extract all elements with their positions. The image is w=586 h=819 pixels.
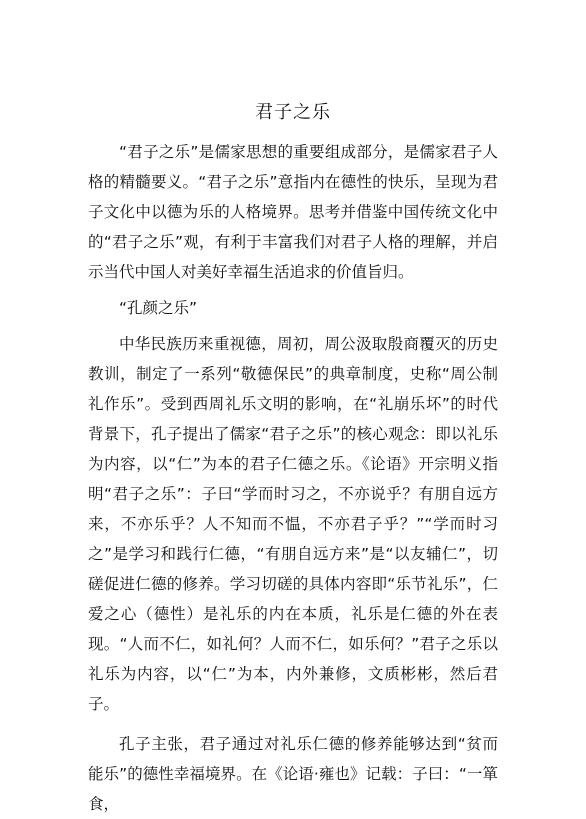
paragraph-history: 中华民族历来重视德，周初，周公汲取殷商覆灭的历史教训，制定了一系列“敬德保民”的典章制度，史称“周公制礼作乐”。受到西周礼乐文明的影响，在“礼崩乐坏”的时代背景下，孔子提出了儒家“君子之乐”的核心观念：即以礼乐为内容，以“仁”为本的君子仁德之乐。《论语》开宗明义指明“君子之乐”：子曰“学而时习之，不亦说乎？有朋自远方来，不亦乐乎？人不知而不愠，不亦君子乎？”“学而时习之”是学习和践行仁德，“有朋自远方来”是“以友辅仁”，切磋促进仁德的修养。学习切磋的具体内容即“乐节礼乐”，仁爱之心（德性）是礼乐的内在本质，礼乐是仁德的外在表现。“人而不仁，如礼何？人而不仁，如乐何？”君子之乐以礼乐为内容，以“仁”为本，内外兼修，文质彬彬，然后君子。 bbox=[88, 335, 498, 713]
document-title: 君子之乐 bbox=[255, 102, 331, 123]
paragraph-intro: “君子之乐”是儒家思想的重要组成部分，是儒家君子人格的精髓要义。“君子之乐”意指内在德性的快乐，呈现为君子文化中以德为乐的人格境界。思考并借鉴中国传统文化中的“君子之乐”观，有利于丰富我们对君子人格的理解，并启示当代中国人对美好幸福生活追求的价值旨归。 bbox=[88, 143, 498, 281]
section-heading: “孔颜之乐” bbox=[119, 299, 198, 317]
paragraph-confucius: 孔子主张，君子通过对礼乐仁德的修养能够达到“贫而能乐”的德性幸福境界。在《论语·雍也》记载：子曰：“一箪食， bbox=[88, 735, 498, 813]
document-body bbox=[88, 137, 498, 819]
